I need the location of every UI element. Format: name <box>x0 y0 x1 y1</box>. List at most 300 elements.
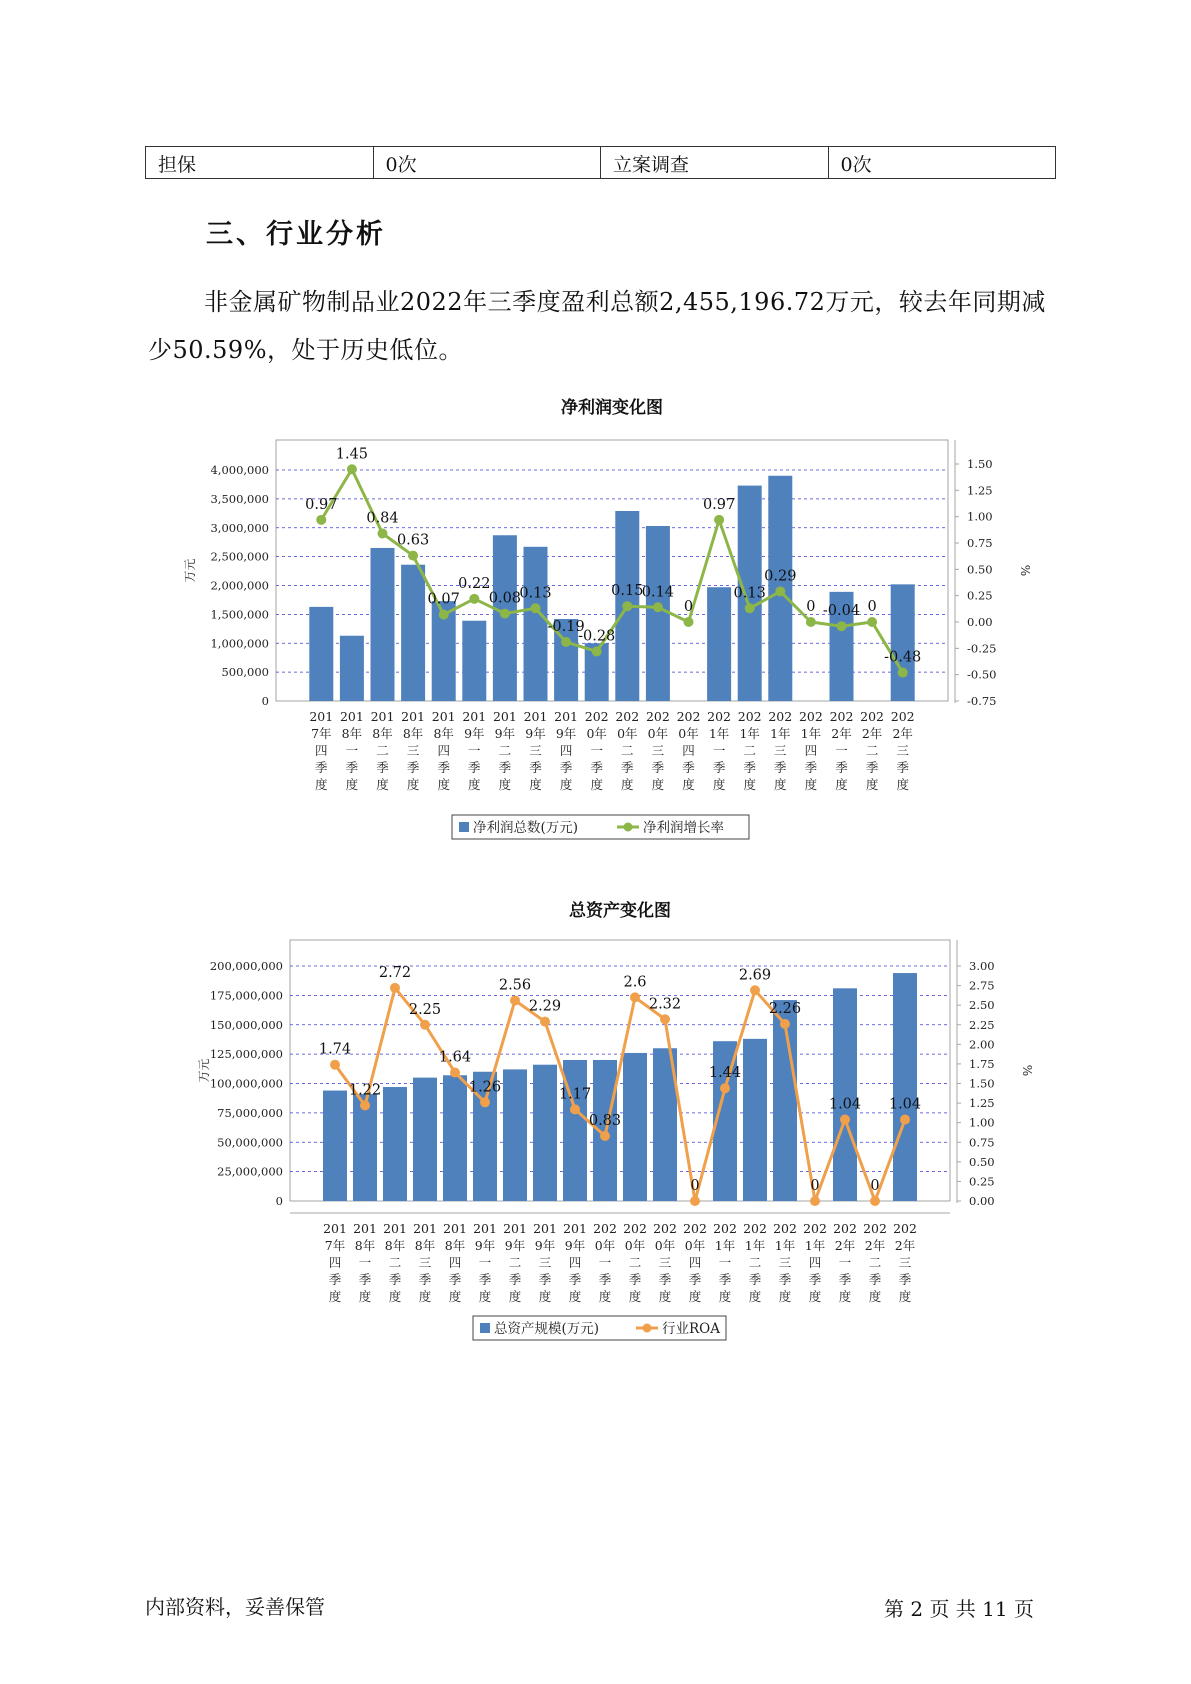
x-tick-label: 201 <box>523 709 548 724</box>
x-tick-label: 季 <box>437 760 450 775</box>
x-tick-label: 度 <box>376 777 389 792</box>
bar <box>524 547 548 701</box>
x-tick-label: 度 <box>358 1289 372 1304</box>
line-point <box>714 515 724 525</box>
line-point <box>837 621 847 631</box>
x-tick-label: 季 <box>835 760 848 775</box>
x-tick-label: 度 <box>529 777 542 792</box>
y-left-tick-label: 125,000,000 <box>209 1047 283 1062</box>
x-tick-label: 三 <box>418 1255 432 1270</box>
data-label: 0.13 <box>519 585 552 602</box>
x-tick-label: 一 <box>598 1255 612 1270</box>
x-tick-label: 一 <box>838 1255 852 1270</box>
x-tick-label: 度 <box>748 1289 762 1304</box>
x-tick-label: 度 <box>406 777 420 792</box>
table-cell: 立案调查 <box>601 147 829 179</box>
line-point <box>439 610 449 620</box>
line-point <box>840 1115 850 1125</box>
x-tick-label: 9年 <box>464 726 485 741</box>
x-tick-label: 一 <box>345 743 359 758</box>
x-tick-label: 季 <box>774 760 787 775</box>
x-tick-label: 202 <box>890 709 915 724</box>
x-tick-label: 2年 <box>834 1238 856 1253</box>
x-tick-label: 季 <box>468 760 481 775</box>
x-tick-label: 0年 <box>586 726 607 741</box>
x-tick-label: 7年 <box>311 726 332 741</box>
line-point <box>408 551 418 561</box>
x-tick-label: 9年 <box>534 1238 556 1253</box>
data-label: 2.25 <box>408 1001 442 1018</box>
legend-bar-label: 净利润总数(万元) <box>473 820 579 836</box>
x-tick-label: 202 <box>773 1221 797 1236</box>
x-tick-label: 201 <box>443 1221 467 1236</box>
x-tick-label: 度 <box>328 1289 342 1304</box>
x-tick-label: 季 <box>808 1272 822 1287</box>
x-tick-label: 0年 <box>678 726 699 741</box>
x-tick-label: 8年 <box>341 726 363 741</box>
x-tick-label: 0年 <box>594 1238 616 1253</box>
line-point <box>745 603 755 613</box>
y-right-axis-title: % <box>1020 1064 1034 1077</box>
x-tick-label: 202 <box>653 1221 677 1236</box>
y-right-tick-label: 0.00 <box>969 1194 995 1208</box>
legend-bar-label: 总资产规模(万元) <box>494 1321 600 1337</box>
x-tick-label: 二 <box>388 1255 402 1270</box>
bar <box>340 636 364 701</box>
x-tick-label: 度 <box>808 1289 822 1304</box>
x-tick-label: 202 <box>676 709 701 724</box>
data-label: 0 <box>867 599 877 615</box>
data-label: 2.26 <box>768 1000 802 1017</box>
x-tick-label: 201 <box>462 709 487 724</box>
x-tick-label: 三 <box>658 1255 672 1270</box>
section-heading: 三、行业分析 <box>206 219 386 250</box>
x-tick-label: 202 <box>803 1221 827 1236</box>
x-tick-label: 202 <box>584 709 609 724</box>
x-tick-label: 四 <box>682 743 695 758</box>
x-tick-label: 四 <box>568 1255 582 1270</box>
bar <box>893 973 917 1201</box>
x-tick-label: 202 <box>615 709 640 724</box>
y-right-tick-label: 0.50 <box>967 562 993 577</box>
x-tick-label: 度 <box>898 1289 912 1304</box>
x-tick-label: 202 <box>893 1221 917 1236</box>
x-tick-label: 度 <box>743 777 756 792</box>
x-tick-label: 2年 <box>831 726 852 741</box>
x-tick-label: 202 <box>593 1221 617 1236</box>
x-tick-label: 9年 <box>474 1238 496 1253</box>
x-tick-label: 度 <box>835 777 848 792</box>
data-label: 0.84 <box>366 510 399 527</box>
data-label: 1.04 <box>828 1096 862 1113</box>
x-tick-label: 四 <box>559 743 573 758</box>
y-left-tick-label: 1,000,000 <box>210 636 269 651</box>
line-point <box>330 1060 340 1070</box>
x-tick-label: 8年 <box>444 1238 466 1253</box>
y-left-axis-title: 万元 <box>183 558 197 583</box>
x-tick-label: 9年 <box>525 726 546 741</box>
data-label: 2.69 <box>738 967 772 984</box>
x-tick-label: 202 <box>683 1221 707 1236</box>
x-tick-label: 季 <box>743 760 756 775</box>
line-point <box>810 1196 820 1206</box>
data-label: 0.83 <box>588 1112 622 1129</box>
y-right-tick-label: 3.00 <box>969 959 995 973</box>
x-tick-label: 季 <box>406 760 420 775</box>
bar <box>707 587 731 701</box>
x-tick-label: 8年 <box>414 1238 436 1253</box>
x-tick-label: 度 <box>778 1289 792 1304</box>
y-right-tick-label: 1.00 <box>969 1115 995 1130</box>
x-tick-label: 季 <box>682 760 695 775</box>
x-tick-label: 季 <box>898 1272 912 1287</box>
data-label: 2.29 <box>528 998 562 1015</box>
x-tick-label: 8年 <box>433 726 454 741</box>
x-tick-label: 四 <box>328 1255 342 1270</box>
x-tick-label: 季 <box>478 1272 492 1287</box>
x-tick-label: 季 <box>712 760 726 775</box>
x-tick-label: 201 <box>353 1221 377 1236</box>
x-tick-label: 季 <box>688 1272 702 1287</box>
x-tick-label: 度 <box>568 1289 582 1304</box>
line-point <box>630 992 640 1002</box>
x-tick-label: 201 <box>473 1221 497 1236</box>
x-tick-label: 202 <box>833 1221 857 1236</box>
y-left-tick-label: 0 <box>261 694 269 708</box>
x-tick-label: 度 <box>658 1289 672 1304</box>
line-point <box>450 1068 460 1078</box>
info-table <box>145 146 1056 179</box>
y-left-tick-label: 1,500,000 <box>210 607 269 622</box>
line-point <box>316 515 326 525</box>
y-left-tick-label: 200,000,000 <box>209 959 283 973</box>
line-point <box>867 617 877 627</box>
bar <box>383 1087 407 1201</box>
x-tick-label: 1年 <box>804 1238 826 1253</box>
data-label: -0.04 <box>822 603 861 620</box>
x-tick-label: 四 <box>437 743 450 758</box>
y-right-axis-title: % <box>1018 564 1032 577</box>
y-left-tick-label: 175,000,000 <box>209 988 283 1003</box>
x-tick-label: 8年 <box>384 1238 406 1253</box>
data-label: 1.64 <box>438 1049 472 1066</box>
x-tick-label: 二 <box>376 743 389 758</box>
x-tick-label: 度 <box>508 1289 522 1304</box>
x-tick-label: 季 <box>315 760 328 775</box>
x-tick-label: 202 <box>713 1221 737 1236</box>
bar <box>503 1069 527 1201</box>
table-row <box>146 147 1056 179</box>
x-tick-label: 季 <box>498 760 512 775</box>
y-right-tick-label: 0.50 <box>969 1154 995 1169</box>
x-tick-label: 度 <box>345 777 359 792</box>
x-tick-label: 三 <box>538 1255 552 1270</box>
x-tick-label: 季 <box>559 760 573 775</box>
line-point <box>561 637 571 647</box>
x-tick-label: 202 <box>798 709 823 724</box>
legend-line-label: 行业ROA <box>662 1321 720 1337</box>
x-tick-label: 8年 <box>372 726 393 741</box>
x-tick-label: 二 <box>868 1255 882 1270</box>
y-left-tick-label: 75,000,000 <box>217 1105 283 1120</box>
y-right-tick-label: 1.25 <box>969 1096 995 1111</box>
net-profit-chart <box>0 390 1191 850</box>
x-tick-label: 度 <box>718 1289 732 1304</box>
x-tick-label: 201 <box>401 709 426 724</box>
x-tick-label: 1年 <box>800 726 822 741</box>
x-tick-label: 0年 <box>624 1238 646 1253</box>
y-left-tick-label: 100,000,000 <box>209 1076 283 1091</box>
y-left-tick-label: 3,500,000 <box>210 491 269 506</box>
line-point <box>378 529 388 539</box>
x-tick-label: 201 <box>413 1221 437 1236</box>
x-tick-label: 季 <box>358 1272 372 1287</box>
data-label: 1.22 <box>348 1082 382 1099</box>
x-tick-label: 7年 <box>324 1238 346 1253</box>
x-tick-label: 四 <box>808 1255 822 1270</box>
x-tick-label: 度 <box>838 1289 852 1304</box>
data-label: 1.26 <box>468 1079 502 1096</box>
x-tick-label: 一 <box>358 1255 372 1270</box>
data-label: -0.28 <box>578 628 616 645</box>
chart-title: 总资产变化图 <box>569 901 671 921</box>
table-cell: 0次 <box>373 147 601 179</box>
y-right-tick-label: 0.75 <box>967 536 993 550</box>
x-tick-label: 度 <box>448 1289 462 1304</box>
x-tick-label: 1年 <box>714 1238 736 1253</box>
line-point <box>600 1131 610 1141</box>
x-tick-label: 一 <box>590 743 603 758</box>
data-label: 1.17 <box>558 1086 592 1103</box>
x-tick-label: 季 <box>345 760 359 775</box>
x-tick-label: 202 <box>829 709 854 724</box>
x-tick-label: 季 <box>748 1272 762 1287</box>
y-left-tick-label: 4,000,000 <box>210 463 269 477</box>
x-tick-label: 二 <box>508 1255 522 1270</box>
x-tick-label: 一 <box>468 743 481 758</box>
x-tick-label: 三 <box>529 743 542 758</box>
data-label: 1.74 <box>318 1041 352 1058</box>
line-point <box>653 602 663 612</box>
line-point <box>347 464 357 474</box>
line-point <box>870 1196 880 1206</box>
bar <box>533 1065 557 1201</box>
data-label: 0.97 <box>305 496 338 513</box>
line-point <box>480 1097 490 1107</box>
data-label: 0 <box>810 1178 820 1194</box>
x-tick-label: 季 <box>804 760 818 775</box>
x-tick-label: 季 <box>718 1272 732 1287</box>
x-tick-label: 季 <box>328 1272 342 1287</box>
legend-line-marker <box>643 1324 652 1333</box>
y-right-tick-label: 0.25 <box>969 1174 995 1189</box>
x-tick-label: 季 <box>628 1272 642 1287</box>
x-tick-label: 8年 <box>354 1238 376 1253</box>
y-right-tick-label: 2.50 <box>969 998 995 1013</box>
x-tick-label: 202 <box>707 709 732 724</box>
x-tick-label: 1年 <box>770 726 791 741</box>
x-tick-label: 1年 <box>744 1238 766 1253</box>
x-tick-label: 9年 <box>504 1238 526 1253</box>
line-point <box>540 1017 550 1027</box>
x-tick-label: 度 <box>559 777 573 792</box>
table-cell: 0次 <box>828 147 1056 179</box>
x-tick-label: 二 <box>621 743 634 758</box>
line-point <box>684 617 694 627</box>
x-tick-label: 2年 <box>892 726 913 741</box>
total-assets-chart <box>0 893 1191 1353</box>
x-tick-label: 季 <box>418 1272 432 1287</box>
line-point <box>570 1104 580 1114</box>
x-tick-label: 1年 <box>739 726 760 741</box>
x-tick-label: 三 <box>651 743 665 758</box>
data-label: 1.04 <box>888 1096 922 1113</box>
y-left-tick-label: 150,000,000 <box>209 1017 283 1032</box>
x-tick-label: 季 <box>529 760 542 775</box>
legend-bar-swatch <box>459 822 469 832</box>
x-tick-label: 季 <box>838 1272 852 1287</box>
y-right-tick-label: 1.75 <box>969 1056 995 1071</box>
data-label: 0.22 <box>458 575 491 592</box>
line-point <box>660 1014 670 1024</box>
x-tick-label: 一 <box>718 1255 732 1270</box>
x-tick-label: 季 <box>658 1272 672 1287</box>
x-tick-label: 201 <box>323 1221 347 1236</box>
bar <box>743 1039 767 1201</box>
x-tick-label: 9年 <box>555 726 577 741</box>
x-tick-label: 季 <box>621 760 634 775</box>
x-tick-label: 0年 <box>617 726 638 741</box>
x-tick-label: 季 <box>590 760 603 775</box>
line-point <box>750 985 760 995</box>
y-right-tick-label: 0.75 <box>969 1135 995 1150</box>
x-tick-label: 度 <box>628 1289 642 1304</box>
total-assets-chart-svg <box>0 893 1191 1353</box>
x-tick-label: 三 <box>778 1255 792 1270</box>
bar <box>833 988 857 1201</box>
footer-page-number: 第 2 页 共 11 页 <box>884 1597 1034 1621</box>
y-right-tick-label: -0.75 <box>967 694 997 708</box>
x-tick-label: 201 <box>383 1221 407 1236</box>
bar <box>646 526 670 701</box>
data-label: 0 <box>806 599 816 615</box>
bar <box>462 621 486 701</box>
line-point <box>500 609 510 619</box>
line-point <box>690 1196 700 1206</box>
data-label: 0.29 <box>764 568 797 585</box>
x-tick-label: 度 <box>478 1289 492 1304</box>
line-point <box>806 617 816 627</box>
data-label: 0 <box>870 1178 880 1194</box>
line-point <box>510 995 520 1005</box>
data-label: 2.6 <box>623 974 647 991</box>
x-tick-label: 度 <box>538 1289 552 1304</box>
x-tick-label: 度 <box>712 777 726 792</box>
analysis-paragraph: 非金属矿物制品业2022年三季度盈利总额2,455,196.72万元，较去年同期减少50.59%，处于历史低位。 <box>148 288 1046 364</box>
x-tick-label: 201 <box>339 709 364 724</box>
x-tick-label: 度 <box>590 777 603 792</box>
y-right-tick-label: 2.25 <box>969 1017 995 1032</box>
legend-bar-swatch <box>480 1323 490 1333</box>
x-tick-label: 201 <box>554 709 579 724</box>
x-tick-label: 度 <box>804 777 818 792</box>
x-tick-label: 季 <box>388 1272 402 1287</box>
x-tick-label: 1年 <box>708 726 730 741</box>
x-tick-label: 201 <box>370 709 395 724</box>
y-right-tick-label: 2.00 <box>969 1037 995 1052</box>
y-right-tick-label: 0.00 <box>967 615 993 629</box>
bar <box>323 1091 347 1201</box>
data-label: 0.15 <box>611 583 644 600</box>
line-point <box>360 1100 370 1110</box>
x-tick-label: 0年 <box>684 1238 706 1253</box>
x-tick-label: 度 <box>468 777 481 792</box>
footer-confidential-note: 内部资料，妥善保管 <box>145 1595 325 1619</box>
x-tick-label: 季 <box>508 1272 522 1287</box>
x-tick-label: 季 <box>376 760 389 775</box>
x-tick-label: 度 <box>868 1289 882 1304</box>
data-label: 0.14 <box>641 584 675 601</box>
line-point <box>420 1020 430 1030</box>
y-left-tick-label: 2,000,000 <box>210 578 269 593</box>
x-tick-label: 8年 <box>402 726 424 741</box>
line-point <box>775 586 785 596</box>
y-right-tick-label: 1.50 <box>969 1076 995 1091</box>
x-tick-label: 202 <box>863 1221 887 1236</box>
x-tick-label: 季 <box>598 1272 612 1287</box>
bar <box>891 584 915 701</box>
data-label: 2.56 <box>498 977 532 994</box>
data-label: 0.63 <box>396 532 430 549</box>
x-tick-label: 季 <box>568 1272 582 1287</box>
x-tick-label: 202 <box>860 709 885 724</box>
y-left-tick-label: 500,000 <box>221 665 269 680</box>
x-tick-label: 度 <box>865 777 879 792</box>
x-tick-label: 1年 <box>774 1238 796 1253</box>
x-tick-label: 四 <box>315 743 328 758</box>
x-tick-label: 四 <box>688 1255 702 1270</box>
y-left-tick-label: 25,000,000 <box>217 1164 283 1179</box>
y-right-tick-label: -0.50 <box>967 667 997 682</box>
x-tick-label: 季 <box>448 1272 462 1287</box>
x-tick-label: 一 <box>478 1255 492 1270</box>
x-tick-label: 三 <box>898 1255 912 1270</box>
bar <box>401 565 425 701</box>
y-left-axis-title: 万元 <box>197 1058 211 1083</box>
chart-title: 净利润变化图 <box>561 398 663 418</box>
line-point <box>622 601 632 611</box>
x-tick-label: 201 <box>503 1221 527 1236</box>
x-tick-label: 2年 <box>864 1238 886 1253</box>
x-tick-label: 202 <box>768 709 793 724</box>
line-point <box>780 1019 790 1029</box>
x-tick-label: 202 <box>737 709 762 724</box>
line-point <box>531 603 541 613</box>
x-tick-label: 一 <box>835 743 848 758</box>
data-label: 0.97 <box>702 496 736 513</box>
data-label: 0 <box>690 1178 700 1194</box>
x-tick-label: 季 <box>778 1272 792 1287</box>
x-tick-label: 2年 <box>861 726 883 741</box>
bar <box>371 548 395 701</box>
x-tick-label: 202 <box>623 1221 647 1236</box>
data-label: 0 <box>683 599 694 615</box>
x-tick-label: 202 <box>743 1221 767 1236</box>
x-tick-label: 度 <box>315 777 328 792</box>
x-tick-label: 度 <box>621 777 634 792</box>
data-label: 1.44 <box>708 1065 742 1082</box>
x-tick-label: 0年 <box>647 726 669 741</box>
